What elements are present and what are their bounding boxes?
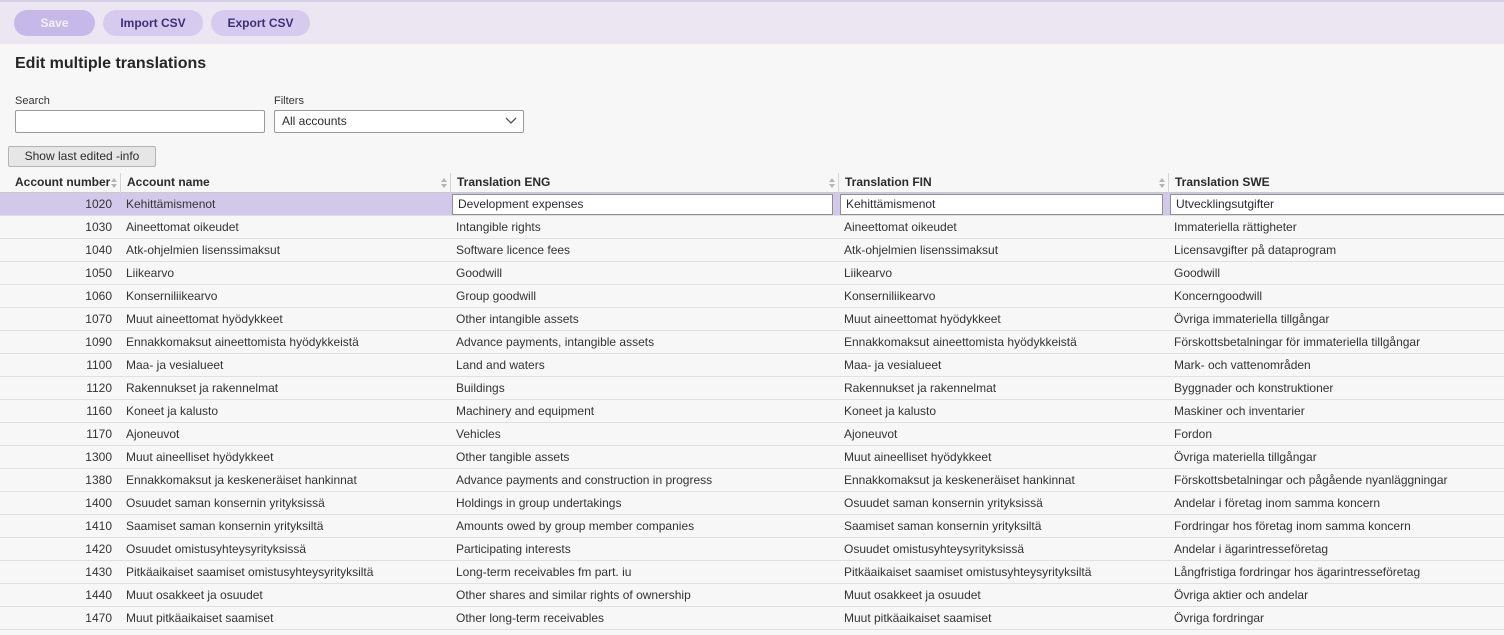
table-row[interactable] (0, 216, 1504, 239)
translation-swe-cell: Förskottsbetalningar för immateriella tillgångar (1174, 335, 1421, 349)
translation-fin-cell: Atk-ohjelmien lisenssimaksut (844, 243, 999, 257)
table-row[interactable] (0, 561, 1504, 584)
account-name-cell: Muut aineettomat hyödykkeet (126, 312, 283, 326)
translation-eng-cell: Intangible rights (456, 220, 541, 234)
account-name-cell: Saamiset saman konsernin yrityksiltä (126, 519, 324, 533)
translations-table (0, 173, 1504, 630)
table-row[interactable] (0, 469, 1504, 492)
account-name-cell: Muut osakkeet ja osuudet (126, 588, 263, 602)
translation-swe-cell: Fordon (1174, 427, 1213, 441)
filters-label: Filters (274, 95, 304, 107)
translation-eng-cell: Long-term receivables fm part. iu (456, 565, 632, 579)
account-name-cell: Maa- ja vesialueet (126, 358, 224, 372)
chevron-down-icon (505, 117, 517, 125)
account-number-cell: 1170 (86, 427, 112, 441)
translation-eng-cell: Amounts owed by group member companies (456, 519, 695, 533)
translation-swe-cell: Övriga immateriella tillgångar (1174, 312, 1330, 326)
filters-select[interactable] (274, 110, 524, 133)
translation-fin-cell: Aineettomat oikeudet (844, 220, 957, 234)
translation-eng-cell: Advance payments, intangible assets (456, 335, 655, 349)
column-header-translation-fin[interactable]: Translation FIN (838, 173, 1168, 193)
account-name-cell: Pitkäaikaiset saamiset omistusyhteysyrityksiltä (126, 565, 374, 579)
account-name-cell: Ennakkomaksut aineettomista hyödykkeistä (126, 335, 359, 349)
account-number-cell: 1030 (85, 220, 112, 234)
account-name-cell: Muut pitkäaikaiset saamiset (126, 611, 274, 625)
account-number-cell: 1160 (86, 404, 112, 418)
translation-fin-cell: Muut pitkäaikaiset saamiset (844, 611, 992, 625)
translation-fin-cell: Osuudet omistusyhteysyrityksissä (844, 542, 1025, 556)
account-name-cell: Konserniliikearvo (126, 289, 218, 303)
account-number-cell: 1430 (85, 565, 112, 579)
translation-fin-cell: Ennakkomaksut aineettomista hyödykkeistä (844, 335, 1077, 349)
table-row[interactable] (0, 400, 1504, 423)
table-row[interactable] (0, 492, 1504, 515)
translation-swe-cell: Övriga fordringar (1174, 611, 1265, 625)
translation-fin-cell: Pitkäaikaiset saamiset omistusyhteysyrityksiltä (844, 565, 1092, 579)
sort-icon (829, 178, 835, 188)
translation-swe-cell: Koncerngoodwill (1174, 289, 1263, 303)
table-row[interactable] (0, 331, 1504, 354)
sort-icon (441, 178, 447, 188)
translation-eng-cell: Machinery and equipment (456, 404, 595, 418)
translation-eng-cell: Participating interests (456, 542, 571, 556)
account-name-cell: Ajoneuvot (126, 427, 180, 441)
account-name-cell: Ennakkomaksut ja keskeneräiset hankinnat (126, 473, 357, 487)
export-csv-button[interactable]: Export CSV (211, 10, 310, 36)
translation-swe-cell: Andelar i ägarintresseföretag (1174, 542, 1329, 556)
table-row[interactable] (0, 423, 1504, 446)
translation-swe-cell: Förskottsbetalningar och pågående nyanläggningar (1174, 473, 1448, 487)
account-number-cell: 1020 (85, 197, 112, 211)
translation-fin-cell: Liikearvo (844, 266, 893, 280)
account-number-cell: 1060 (85, 289, 112, 303)
account-number-cell: 1070 (85, 312, 112, 326)
account-number-cell: 1090 (85, 335, 112, 349)
translation-eng-cell: Software licence fees (456, 243, 571, 257)
account-name-cell: Osuudet saman konsernin yrityksissä (126, 496, 325, 510)
table-row[interactable] (0, 354, 1504, 377)
account-name-cell: Koneet ja kalusto (126, 404, 219, 418)
translation-swe-cell: Mark- och vattenområden (1174, 358, 1311, 372)
account-name-cell: Rakennukset ja rakennelmat (126, 381, 279, 395)
account-number-cell: 1420 (85, 542, 112, 556)
translation-swe-cell: Immateriella rättigheter (1174, 220, 1297, 234)
translation-fin-cell: Muut osakkeet ja osuudet (844, 588, 981, 602)
account-name-cell: Muut aineelliset hyödykkeet (126, 450, 274, 464)
table-row[interactable] (0, 607, 1504, 630)
account-number-cell: 1380 (85, 473, 112, 487)
translation-swe-cell: Övriga materiella tillgångar (1174, 450, 1317, 464)
account-number-cell: 1410 (85, 519, 112, 533)
account-name-cell: Aineettomat oikeudet (126, 220, 239, 234)
sort-icon (111, 178, 117, 188)
account-name-cell: Liikearvo (126, 266, 175, 280)
account-number-cell: 1100 (86, 358, 112, 372)
column-header-account-number[interactable]: Account number (9, 173, 120, 193)
translation-fin-cell: Saamiset saman konsernin yrityksiltä (844, 519, 1042, 533)
translation-fin-cell: Muut aineettomat hyödykkeet (844, 312, 1001, 326)
translation-eng-cell: Holdings in group undertakings (456, 496, 622, 510)
account-number-cell: 1040 (85, 243, 112, 257)
translation-fin-cell: Ajoneuvot (844, 427, 898, 441)
show-last-edited-button[interactable]: Show last edited -info (8, 146, 156, 167)
translation-fin-cell: Rakennukset ja rakennelmat (844, 381, 997, 395)
translation-swe-cell: Fordringar hos företag inom samma koncern (1174, 519, 1411, 533)
table-row[interactable] (0, 515, 1504, 538)
translation-eng-cell: Other shares and similar rights of ownership (456, 588, 691, 602)
translation-eng-input[interactable]: Development expenses (452, 194, 833, 215)
translation-fin-cell: Konserniliikearvo (844, 289, 936, 303)
account-number-cell: 1470 (85, 611, 112, 625)
translation-eng-cell: Other intangible assets (456, 312, 579, 326)
translation-eng-cell: Advance payments and construction in progress (456, 473, 713, 487)
table-row[interactable] (0, 377, 1504, 400)
table-row[interactable] (0, 285, 1504, 308)
translation-fin-cell: Osuudet saman konsernin yrityksissä (844, 496, 1043, 510)
table-row[interactable] (0, 584, 1504, 607)
search-input[interactable] (15, 110, 265, 133)
import-csv-button[interactable]: Import CSV (103, 10, 203, 36)
account-number-cell: 1120 (86, 381, 112, 395)
translation-swe-cell: Långfristiga fordringar hos ägarintresseföretag (1174, 565, 1421, 579)
translation-fin-cell: Ennakkomaksut ja keskeneräiset hankinnat (844, 473, 1075, 487)
translation-eng-cell: Goodwill (456, 266, 503, 280)
table-row[interactable] (0, 538, 1504, 561)
sort-icon (1159, 178, 1165, 188)
translation-eng-cell: Other tangible assets (456, 450, 570, 464)
translation-eng-cell: Other long-term receivables (456, 611, 605, 625)
search-label: Search (15, 95, 50, 107)
table-row[interactable] (0, 446, 1504, 469)
translation-fin-cell: Koneet ja kalusto (844, 404, 937, 418)
table-row[interactable] (0, 239, 1504, 262)
translation-eng-cell: Vehicles (456, 427, 501, 441)
account-number-cell: 1400 (85, 496, 112, 510)
translation-fin-cell: Muut aineelliset hyödykkeet (844, 450, 992, 464)
account-name-cell: Osuudet omistusyhteysyrityksissä (126, 542, 307, 556)
table-row[interactable] (0, 308, 1504, 331)
translation-swe-cell: Byggnader och konstruktioner (1174, 381, 1334, 395)
account-name-cell: Atk-ohjelmien lisenssimaksut (126, 243, 281, 257)
table-row[interactable] (0, 262, 1504, 285)
toolbar (0, 0, 1504, 44)
translation-swe-cell: Övriga aktier och andelar (1174, 588, 1309, 602)
translation-swe-cell: Andelar i företag inom samma koncern (1174, 496, 1381, 510)
translation-fin-cell: Maa- ja vesialueet (844, 358, 942, 372)
column-header-translation-swe[interactable]: Translation SWE (1168, 173, 1504, 193)
translation-eng-cell: Buildings (456, 381, 505, 395)
table-header (0, 173, 1504, 193)
account-number-cell: 1050 (85, 266, 112, 280)
column-header-translation-eng[interactable]: Translation ENG (450, 173, 838, 193)
translation-eng-cell: Land and waters (456, 358, 545, 372)
translation-swe-input[interactable]: Utvecklingsutgifter (1170, 194, 1504, 215)
filters-selected-value: All accounts (282, 114, 347, 128)
translation-fin-input[interactable]: Kehittämismenot (840, 194, 1163, 215)
translation-swe-cell: Goodwill (1174, 266, 1221, 280)
table-body (0, 193, 1504, 630)
translation-swe-cell: Licensavgifter på dataprogram (1174, 243, 1337, 257)
translation-swe-cell: Maskiner och inventarier (1174, 404, 1305, 418)
table-row-selected[interactable] (0, 193, 1504, 216)
save-button[interactable]: Save (14, 10, 95, 36)
account-number-cell: 1300 (85, 450, 112, 464)
column-header-account-name[interactable]: Account name (120, 173, 450, 193)
account-number-cell: 1440 (85, 588, 112, 602)
account-name-cell: Kehittämismenot (126, 197, 216, 211)
page-title: Edit multiple translations (15, 55, 207, 72)
translation-eng-cell: Group goodwill (456, 289, 537, 303)
